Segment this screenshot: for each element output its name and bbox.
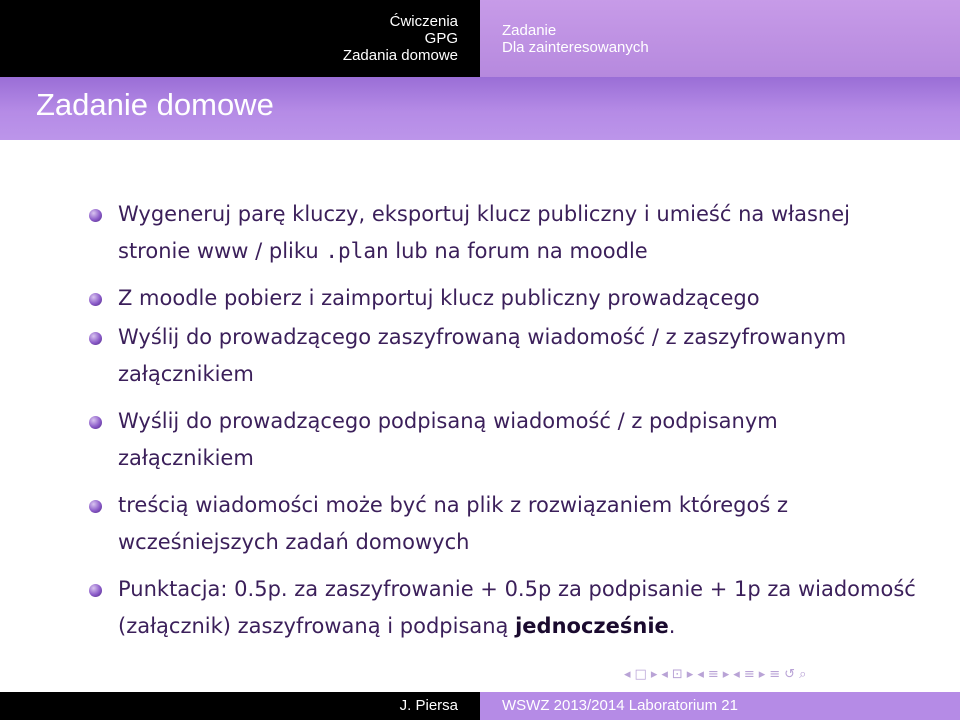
footer-right [480,692,960,720]
subsection-icon[interactable]: ≡ [707,667,719,682]
bullet-ball-icon [89,584,102,597]
item-text: Wygeneruj parę kluczy, eksportuj klucz publiczny i umieść na własnej stronie www / pliku [118,202,850,263]
nav-link-zadania-domowe[interactable]: Zadania domowe [342,47,458,64]
frame-icon[interactable]: ⊡ [671,667,683,682]
nav-link-zadanie[interactable]: Zadanie [502,21,557,39]
inline-code: .plan [325,239,389,263]
back-icon[interactable]: ↺ [784,667,796,682]
section-nav-left [0,0,480,77]
prev-slide-icon[interactable]: ◂ [624,667,631,682]
next-subsection-icon[interactable]: ▸ [722,667,730,682]
next-slide-icon[interactable]: ▸ [650,667,658,682]
bullet-ball-icon [89,332,102,345]
bullet-ball-icon [89,293,102,306]
nav-link-gpg[interactable]: GPG [424,30,458,47]
list-item [88,403,918,477]
frame-title-bar [0,77,960,140]
bullet-ball-icon [89,416,102,429]
item-text: treścią wiadomości może być na plik z rozwiązaniem któregoś z wcześniejszych zadań domowych [118,493,789,554]
list-item [88,319,918,393]
emphasis-text: jednocześnie [515,614,669,638]
nav-link-dla-zainteresowanych[interactable]: Dla zainteresowanych [502,38,649,56]
list-item [88,487,918,561]
list-item [88,571,918,645]
bullet-ball-icon [89,209,102,222]
prev-section-icon[interactable]: ◂ [733,667,740,682]
nav-link-cwiczenia[interactable]: Ćwiczenia [389,13,458,30]
item-text: Wyślij do prowadzącego zaszyfrowaną wiadomość / z zaszyfrowanym załącznikiem [118,325,847,386]
frame-title: Zadanie domowe [36,87,274,122]
list-item [88,280,918,317]
subsection-nav-right [480,0,960,77]
next-frame-icon[interactable]: ▸ [686,667,694,682]
prev-subsection-icon[interactable]: ◂ [697,667,704,682]
prev-frame-icon[interactable]: ◂ [661,667,668,682]
item-text: Punktacja: 0.5p. za zaszyfrowanie + 0.5p za podpisanie + 1p za wiadomość (załącznik) zaszyfrowaną i podpisaną [118,577,916,638]
item-text: . [668,614,676,638]
item-text: Z moodle pobierz i zaimportuj klucz publiczny prowadzącego [118,286,760,310]
document-icon[interactable]: ≡ [769,667,781,682]
slide-icon[interactable]: □ [634,667,647,682]
item-text: Wyślij do prowadzącego podpisaną wiadomość / z podpisanym załącznikiem [118,409,778,470]
bullet-list [88,196,918,655]
bullet-ball-icon [89,500,102,513]
search-icon[interactable]: ⌕ [799,667,807,682]
footer [0,692,960,720]
item-text: lub na forum na moodle [388,239,648,263]
next-section-icon[interactable]: ▸ [758,667,766,682]
list-item [88,196,918,270]
section-navigation-bar [0,0,960,77]
navigation-symbols [624,667,806,682]
footer-course-title: WSWZ 2013/2014 Laboratorium 21 [502,697,738,714]
footer-author: J. Piersa [399,697,458,714]
footer-left [0,692,480,720]
section-icon[interactable]: ≡ [743,667,755,682]
